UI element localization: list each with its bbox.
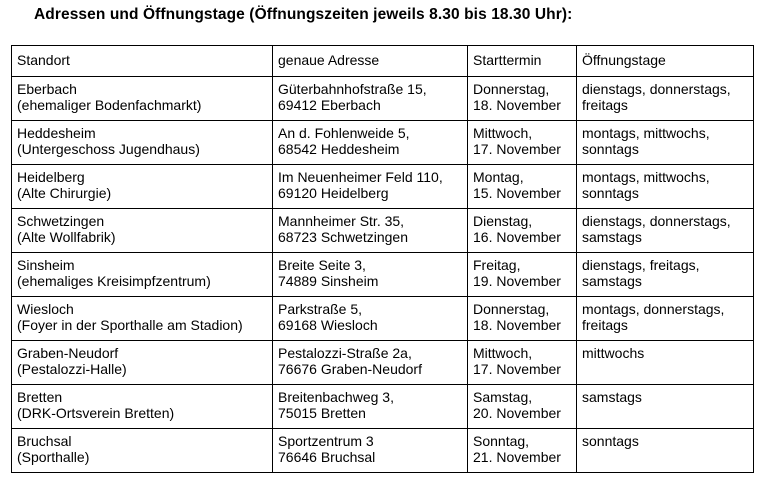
location-detail: (Untergeschoss Jugendhaus) — [17, 141, 200, 157]
location-name: Eberbach — [17, 81, 77, 97]
start-weekday: Sonntag, — [473, 433, 530, 449]
cell-standort — [12, 77, 273, 121]
opening-days: montags, mittwochs, — [582, 125, 710, 141]
cell-standort — [12, 165, 273, 209]
cell-oeffnungstage — [577, 341, 754, 385]
start-date: 19. November — [473, 273, 561, 289]
street: Mannheimer Str. 35, — [278, 213, 405, 229]
postcode-city: 76676 Graben-Neudorf — [278, 361, 422, 377]
start-weekday: Samstag, — [473, 389, 533, 405]
location-name: Bretten — [17, 389, 63, 405]
opening-days-cont: sonntags — [582, 185, 639, 201]
cell-adresse — [273, 253, 468, 297]
cell-oeffnungstage — [577, 209, 754, 253]
opening-days: montags, donnerstags, — [582, 301, 725, 317]
postcode-city: 69412 Eberbach — [278, 97, 381, 113]
header-standort: Standort — [12, 46, 273, 77]
cell-adresse — [273, 77, 468, 121]
opening-days: sonntags — [582, 433, 639, 449]
location-name: Heddesheim — [17, 125, 96, 141]
table-row — [12, 341, 754, 385]
cell-standort — [12, 121, 273, 165]
location-detail: (Foyer in der Sporthalle am Stadion) — [17, 317, 243, 333]
opening-days: samstags — [582, 389, 642, 405]
cell-starttermin — [468, 77, 577, 121]
location-detail: (Pestalozzi-Halle) — [17, 361, 127, 377]
postcode-city: 76646 Bruchsal — [278, 449, 376, 465]
start-weekday: Mittwoch, — [473, 125, 533, 141]
cell-adresse — [273, 297, 468, 341]
location-name: Bruchsal — [17, 433, 72, 449]
start-date: 16. November — [473, 229, 561, 245]
cell-standort — [12, 209, 273, 253]
header-starttermin: Starttermin — [468, 46, 577, 77]
table-row — [12, 385, 754, 429]
opening-days: mittwochs — [582, 345, 645, 361]
cell-oeffnungstage — [577, 253, 754, 297]
opening-days-cont: freitags — [582, 317, 628, 333]
cell-adresse — [273, 385, 468, 429]
start-weekday: Donnerstag, — [473, 81, 550, 97]
start-date: 18. November — [473, 97, 561, 113]
cell-adresse — [273, 341, 468, 385]
table-header-row — [12, 46, 754, 77]
postcode-city: 69168 Wiesloch — [278, 317, 378, 333]
location-detail: (Alte Wollfabrik) — [17, 229, 116, 245]
cell-starttermin — [468, 165, 577, 209]
page-title: Adressen und Öffnungstage (Öffnungszeiten jeweils 8.30 bis 18.30 Uhr): — [34, 6, 573, 23]
street: Parkstraße 5, — [278, 301, 363, 317]
table-row — [12, 429, 754, 473]
header-oeffnungstage: Öffnungstage — [577, 46, 754, 77]
opening-days: montags, mittwochs, — [582, 169, 710, 185]
location-name: Sinsheim — [17, 257, 75, 273]
table-row — [12, 209, 754, 253]
postcode-city: 68542 Heddesheim — [278, 141, 400, 157]
opening-days: dienstags, donnerstags, — [582, 81, 731, 97]
start-weekday: Dienstag, — [473, 213, 533, 229]
cell-oeffnungstage — [577, 297, 754, 341]
cell-standort — [12, 429, 273, 473]
table-row — [12, 165, 754, 209]
opening-days-cont: freitags — [582, 97, 628, 113]
opening-days: dienstags, freitags, — [582, 257, 700, 273]
location-name: Schwetzingen — [17, 213, 105, 229]
cell-starttermin — [468, 253, 577, 297]
cell-oeffnungstage — [577, 429, 754, 473]
header-adresse: genaue Adresse — [273, 46, 468, 77]
location-name: Graben-Neudorf — [17, 345, 119, 361]
cell-standort — [12, 385, 273, 429]
start-weekday: Montag, — [473, 169, 524, 185]
locations-table — [11, 45, 754, 473]
street: Sportzentrum 3 — [278, 433, 374, 449]
street: Breite Seite 3, — [278, 257, 366, 273]
table-row — [12, 297, 754, 341]
table-row — [12, 77, 754, 121]
cell-adresse — [273, 209, 468, 253]
cell-adresse — [273, 121, 468, 165]
cell-adresse — [273, 165, 468, 209]
opening-days-cont: samstags — [582, 273, 642, 289]
location-detail: (ehemaliges Kreisimpfzentrum) — [17, 273, 211, 289]
start-date: 18. November — [473, 317, 561, 333]
street: Pestalozzi-Straße 2a, — [278, 345, 412, 361]
cell-oeffnungstage — [577, 385, 754, 429]
street: An d. Fohlenweide 5, — [278, 125, 410, 141]
location-name: Heidelberg — [17, 169, 85, 185]
cell-adresse — [273, 429, 468, 473]
postcode-city: 75015 Bretten — [278, 405, 366, 421]
location-detail: (DRK-Ortsverein Bretten) — [17, 405, 175, 421]
street: Breitenbachweg 3, — [278, 389, 394, 405]
cell-oeffnungstage — [577, 165, 754, 209]
cell-oeffnungstage — [577, 77, 754, 121]
postcode-city: 74889 Sinsheim — [278, 273, 379, 289]
street: Güterbahnhofstraße 15, — [278, 81, 427, 97]
postcode-city: 68723 Schwetzingen — [278, 229, 408, 245]
location-detail: (Alte Chirurgie) — [17, 185, 112, 201]
cell-starttermin — [468, 385, 577, 429]
cell-starttermin — [468, 429, 577, 473]
start-date: 17. November — [473, 361, 561, 377]
start-weekday: Mittwoch, — [473, 345, 533, 361]
opening-days-cont: sonntags — [582, 141, 639, 157]
table-row — [12, 253, 754, 297]
opening-days: dienstags, donnerstags, — [582, 213, 731, 229]
postcode-city: 69120 Heidelberg — [278, 185, 389, 201]
street: Im Neuenheimer Feld 110, — [278, 169, 443, 185]
cell-starttermin — [468, 121, 577, 165]
cell-standort — [12, 341, 273, 385]
cell-starttermin — [468, 297, 577, 341]
start-weekday: Freitag, — [473, 257, 521, 273]
location-detail: (ehemaliger Bodenfachmarkt) — [17, 97, 202, 113]
start-weekday: Donnerstag, — [473, 301, 550, 317]
cell-oeffnungstage — [577, 121, 754, 165]
cell-standort — [12, 297, 273, 341]
start-date: 15. November — [473, 185, 561, 201]
cell-starttermin — [468, 341, 577, 385]
cell-starttermin — [468, 209, 577, 253]
start-date: 17. November — [473, 141, 561, 157]
start-date: 21. November — [473, 449, 561, 465]
opening-days-cont: samstags — [582, 229, 642, 245]
cell-standort — [12, 253, 273, 297]
location-name: Wiesloch — [17, 301, 74, 317]
table-row — [12, 121, 754, 165]
start-date: 20. November — [473, 405, 561, 421]
location-detail: (Sporthalle) — [17, 449, 90, 465]
